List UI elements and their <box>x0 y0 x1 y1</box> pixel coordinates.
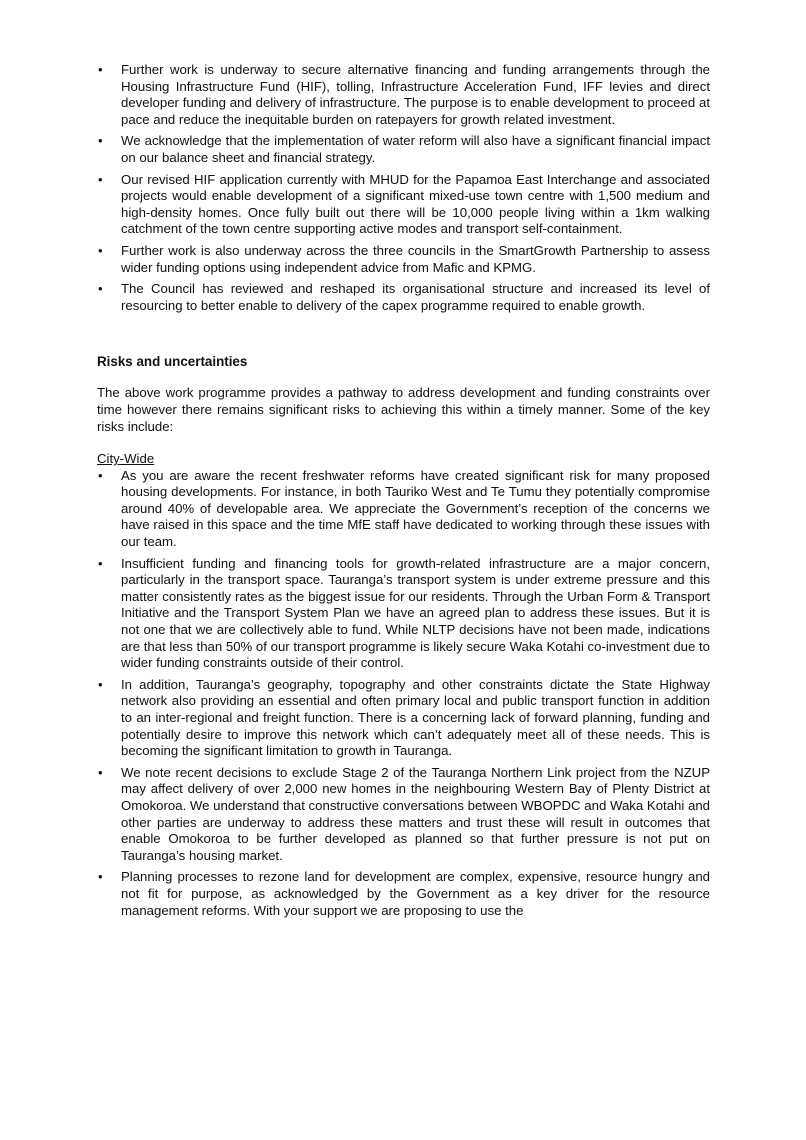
list-item <box>97 172 710 238</box>
bullet-icon: • <box>98 242 103 258</box>
document-page <box>97 62 710 924</box>
bullet-text: Insufficient funding and financing tools for growth-related infrastructure are a major concern, particularly in the transport space. Tauranga’s transport system is under extreme pressure and this matter consistently rates as the biggest issue for our residents. Through the Urban Form & Transport Initiative and the Transport System Plan we have an agreed plan to address these issues. But it is not one that we are collectively able to fund. While NLTP decisions have not been made, indications are that less than 50% of our transport programme is likely secure Waka Kotahi co-investment due to wider funding constraints outside of their control. <box>121 555 710 671</box>
bullet-text: Further work is underway to secure alternative financing and funding arrangements through the Housing Infrastructure Fund (HIF), tolling, Infrastructure Acceleration Fund, IFF levies and direct developer funding and delivery of infrastructure. The purpose is to enable development to proceed at pace and reduce the inequitable burden on ratepayers for growth related investment. <box>121 62 710 127</box>
section-heading: Risks and uncertainties <box>97 354 248 370</box>
bullet-icon: • <box>98 869 103 885</box>
bullet-icon: • <box>98 62 103 77</box>
bullet-icon: • <box>98 676 103 692</box>
bullet-icon: • <box>98 281 103 297</box>
list-item <box>97 133 710 166</box>
list-item <box>97 869 710 919</box>
list-item <box>97 765 710 865</box>
list-item <box>97 62 710 128</box>
section-intro-paragraph: The above work programme provides a pathway to address development and funding constraints over time however there remains significant risks to achieving this within a timely manner. Some of the key risks include: <box>97 385 710 434</box>
list-item <box>97 677 710 760</box>
list-item <box>97 243 710 276</box>
bullet-text: Planning processes to rezone land for development are complex, expensive, resource hungry and not fit for purpose, as acknowledged by the Government as a key driver for the resource management reforms. With your support we are proposing to use the <box>121 869 710 918</box>
bullet-text: As you are aware the recent freshwater reforms have created significant risk for many proposed housing developments. For instance, in both Tauriko West and Te Tumu they potentially compromise around 40% of developable area. We appreciate the Government’s reception of the concerns we have raised in this space and the time MfE staff have dedicated to working through these issues with our team. <box>121 467 710 550</box>
bullet-text: We acknowledge that the implementation of water reform will also have a significant financial impact on our balance sheet and financial strategy. <box>121 133 710 165</box>
bullet-icon: • <box>98 764 103 780</box>
bullet-icon: • <box>98 555 103 571</box>
bullet-text: We note recent decisions to exclude Stage 2 of the Tauranga Northern Link project from the NZUP may affect delivery of over 2,000 new homes in the neighbouring Western Bay of Plenty District at Omokoroa. We understand that constructive conversations between WBOPDC and Waka Kotahi and other parties are underway to address these matters and trust these will result in outcomes that enable Omokoroa to be further developed as planned so that further pressure is not put on Tauranga’s housing market. <box>121 764 710 863</box>
bullet-icon: • <box>98 171 103 187</box>
list-item <box>97 281 710 314</box>
list-item <box>97 556 710 672</box>
bullet-icon: • <box>98 467 103 483</box>
bullet-text: Our revised HIF application currently with MHUD for the Papamoa East Interchange and associated projects would enable development of a significant mixed-use town centre with 1,500 medium and high-density homes. Once fully built out there will be 10,000 people living within a 1km walking catchment of the town centre supporting active modes and transport self-containment. <box>121 171 710 237</box>
bullet-icon: • <box>98 133 103 149</box>
bullet-text: The Council has reviewed and reshaped its organisational structure and increased its level of resourcing to better enable to delivery of the capex programme required to enable growth. <box>121 281 710 313</box>
bullet-text: Further work is also underway across the three councils in the SmartGrowth Partnership to assess wider funding options using independent advice from Mafic and KPMG. <box>121 242 710 275</box>
bullet-text: In addition, Tauranga’s geography, topography and other constraints dictate the State Highway network also providing an essential and often primary local and public transport function in addition to an inter-regional and freight function. There is a concerning lack of forward planning, funding and potentially desire to improve this network which can’t adequately meet all of these needs. This is becoming the significant limitation to growth in Tauranga. <box>121 676 710 759</box>
list-item <box>97 468 710 551</box>
subsection-heading: City-Wide <box>97 451 155 467</box>
intro-bullet-list <box>97 62 710 314</box>
risks-bullet-list <box>97 468 710 919</box>
